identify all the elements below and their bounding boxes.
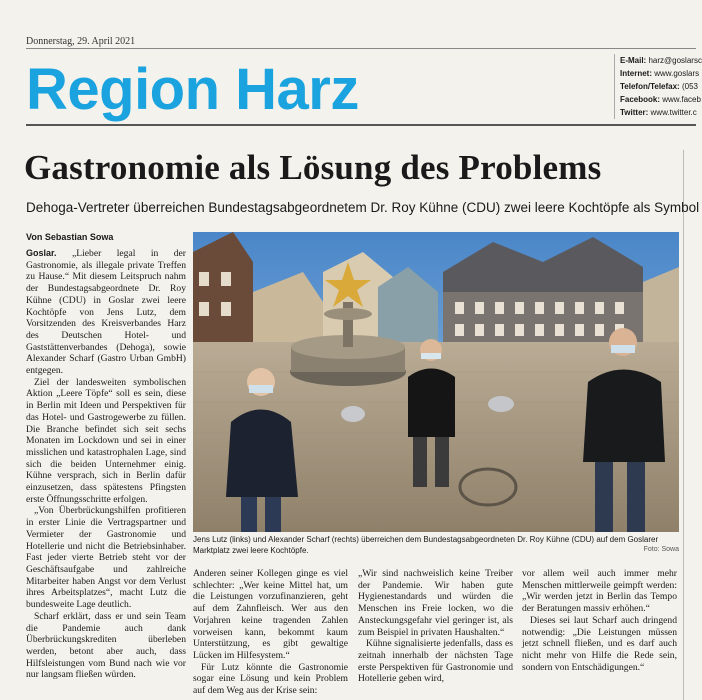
issue-date: Donnerstag, 29. April 2021 bbox=[26, 36, 136, 47]
column-divider bbox=[683, 150, 684, 700]
paragraph: „Von Überbrückungshilfen profitieren in erster Linie die Vertragspartner und Vermieter der Gastronomie und Hotellerie und nicht die Betriebsinhaber. Fast jeder vierte Betrieb steht vor der Geschäftsaufgabe und zahlreiche Mitarbeiter haben Angst vor dem Verlust ihres Arbeitsplatzes“, macht Lutz die bundesweite Lage deutlich. bbox=[26, 505, 186, 611]
article-photo bbox=[193, 232, 679, 532]
article-column-3 bbox=[358, 568, 513, 700]
market-square-photo bbox=[193, 232, 679, 532]
header-rule bbox=[26, 124, 696, 126]
article-column-1 bbox=[26, 248, 186, 700]
photo-caption: Jens Lutz (links) und Alexander Scharf (rechts) überreichen dem Bundestagsabgeordneten Dr. Roy Kühne (CDU) auf dem Goslarer Marktplatz zwei leere Kochtöpfe. bbox=[193, 535, 659, 555]
paragraph: Kühne signalisierte jedenfalls, dass es zeitnah innerhalb der nächsten Tage erste Perspektiven für Gastronomie und Hotellerie geben wird, bbox=[358, 638, 513, 685]
dateline-place: Goslar. bbox=[26, 248, 57, 258]
top-rule bbox=[26, 48, 696, 49]
contact-facebook: Facebook: www.faceb bbox=[620, 95, 701, 104]
article-subheadline: Dehoga-Vertreter überreichen Bundestagsabgeordnetem Dr. Roy Kühne (CDU) zwei leere Kochtöpfe als Symbol bbox=[26, 200, 700, 215]
paragraph: „Wir sind nachweislich keine Treiber der Pandemie. Wir haben gute Hygienestandards und würden die Menschen ins Freie locken, wo die Ansteckungsgefahr viel geringer ist, als zum Beispiel in privaten Haushalten.“ bbox=[358, 568, 513, 638]
contact-phone: Telefon/Telefax: (053 bbox=[620, 82, 698, 91]
paragraph: Ziel der landesweiten symbolischen Aktion „Leere Töpfe“ soll es sein, diese in Berlin mit Ideen und Perspektiven für das Hotel- und Gastrogewerbe zu füllen. Die Branche befindet sich seit sechs Monaten im Lockdown und sei in einer misslichen und katastrophalen Lage, sind sich die beiden Unternehmer einig. Kühne versprach, sich in Berlin dafür einzusetzen, dass spätestens Pfingsten erste Öffnungsschritte erfolgen. bbox=[26, 376, 186, 505]
article-column-2 bbox=[193, 568, 348, 700]
paragraph: Goslar. „Lieber legal in der Gastronomie, als illegale private Treffen zu Hause.“ Mit diesem Leitspruch nahm der Bundestagsabgeordnete Dr. Roy Kühne (CDU) in Goslar zwei leere Kochtöpfe von Jens Lutz, dem Vorsitzenden des Kreisverbandes Harz des Deutschen Hotel- und Gaststättenverbandes (Dehoga), sowie Alexander Scharf (Gastro Urban GmbH) entgegen. bbox=[26, 248, 187, 377]
paragraph: vor allem weil auch immer mehr Menschen mittlerweile geimpft werden: „Wir werden jetzt in Berlin das Tempo der Beratungen massiv erhöhen.“ bbox=[522, 568, 677, 615]
paragraph: Anderen seiner Kollegen ginge es viel schlechter: „Wer keine Mittel hat, um die Leistungen vorzufinanzieren, geht auf dem Zahnfleisch. Wer aus den Vorjahren keine tragenden Zahlen vorweisen kann, bekommt kaum Unterstützung, es gibt gewaltige Lücken im Hilfesystem.“ bbox=[193, 568, 348, 661]
paragraph: Für Lutz könnte die Gastronomie sogar eine Lösung und kein Problem auf dem Weg aus der Krise sein: bbox=[193, 661, 348, 697]
section-title: Region Harz bbox=[26, 57, 359, 122]
article-byline: Von Sebastian Sowa bbox=[26, 232, 114, 242]
paragraph: Scharf erklärt, dass er und sein Team die Pandemie auch dank Überbrückungskrediten überleben werden, betont aber auch, dass Hilfsleistungen vom Bund nach wie vor nur langsam fließen würden. bbox=[26, 610, 186, 681]
article-column-4 bbox=[522, 568, 677, 700]
contact-twitter: Twitter: www.twitter.c bbox=[620, 108, 697, 117]
contact-internet: Internet: www.goslars bbox=[620, 69, 700, 78]
photo-credit: Foto: Sowa bbox=[643, 546, 679, 553]
article-headline: Gastronomie als Lösung des Problems bbox=[24, 148, 602, 187]
contact-box bbox=[614, 54, 702, 119]
contact-email: E-Mail: harz@goslarsc bbox=[620, 56, 702, 65]
paragraph: Dieses sei laut Scharf auch dringend notwendig: „Die Leistungen müssen jetzt schnell fließen, und es darf auch nicht mehr von Hilfe die Rede sein, sondern von Entschädigungen.“ bbox=[522, 614, 677, 673]
